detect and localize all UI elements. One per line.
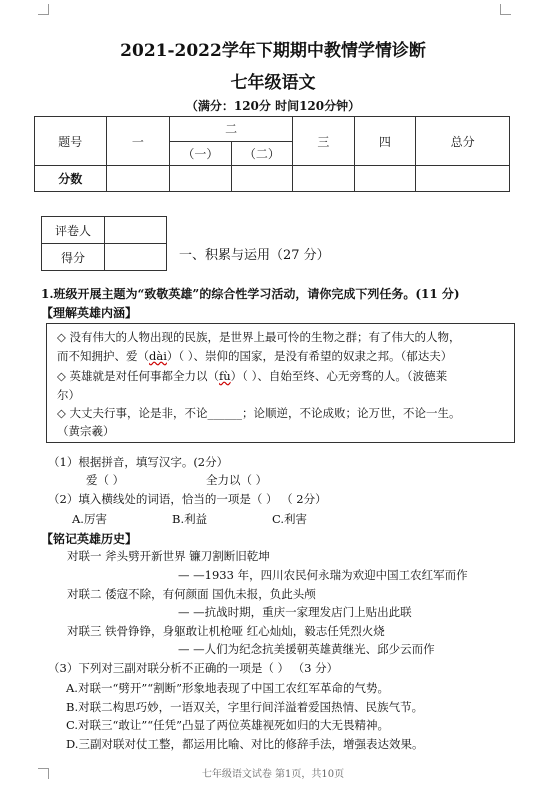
- page-footer: 七年级语文试卷 第1页，共10页: [201, 769, 345, 780]
- reviewer-cell[interactable]: [105, 217, 167, 244]
- score-cell[interactable]: [170, 166, 232, 192]
- option-a[interactable]: A.对联一“劈开”“割断”形象地表现了中国工农红军革命的气势。: [66, 681, 389, 695]
- couplet-1-note: — —1933 年，四川农民何永瑞为欢迎中国工农红军而作: [178, 568, 468, 582]
- quote-text: ）（ ）、崇仰的国家，是没有希望的奴隶之邦。（郁达夫）: [166, 349, 453, 363]
- part-title-history: 【铭记英雄历史】: [41, 532, 138, 546]
- exam-subtitle: 七年级语文: [230, 73, 316, 93]
- answer-blank-fu[interactable]: 全力以（ ）: [206, 473, 268, 487]
- quote-line: ◇ 没有伟大的人物出现的民族，是世界上最可怜的生物之群；有了伟大的人物，: [57, 330, 461, 344]
- header-cell-total: 总分: [416, 117, 510, 166]
- option-b[interactable]: B.利益: [172, 512, 208, 526]
- quote-text: 而不知拥护、爱（: [57, 349, 149, 363]
- header-cell-1: 一: [106, 117, 170, 166]
- answer-blank-ai[interactable]: 爱（ ）: [86, 473, 125, 487]
- sub-question-2: （2）填入横线处的词语，恰当的一项是（ ） （ 2分）: [48, 492, 327, 506]
- couplet-2: 对联二 倭寇不除，有何颜面 国仇未报，负此头颅: [67, 587, 316, 601]
- quote-line: 尔）: [57, 388, 80, 402]
- quote-line: [57, 348, 452, 364]
- sub-question-3: （3）下列对三副对联分析不正确的一项是（ ） （3 分）: [48, 661, 339, 675]
- quote-line: ◇ 大丈夫行事，论是非，不论______；论顺逆，不论成败；论万世，不论一生。: [57, 406, 461, 420]
- crop-mark-top-right: [500, 4, 511, 15]
- couplet-3: 对联三 铁骨铮铮，身躯敢让机枪哑 红心灿灿，毅志任凭烈火烧: [67, 624, 385, 638]
- part-title-understand: 【理解英雄内涵】: [41, 306, 138, 320]
- couplet-1: 对联一 斧头劈开新世界 镰刀割断旧乾坤: [67, 549, 270, 563]
- score-cell[interactable]: [231, 166, 293, 192]
- reviewer-label: 评卷人: [42, 217, 105, 244]
- grader-score-label: 得分: [42, 244, 105, 271]
- exam-info: （满分：120分 时间120分钟）: [185, 99, 361, 113]
- sub-question-1: （1）根据拼音，填写汉字。(2分）: [48, 455, 229, 469]
- quote-line: （黄宗羲）: [57, 424, 115, 438]
- pinyin-fu: fù: [219, 369, 231, 383]
- quote-text: ◇ 英雄就是对任何事都全力以（: [57, 369, 219, 383]
- score-cell[interactable]: [354, 166, 416, 192]
- pinyin-dai: dài: [149, 349, 167, 363]
- exam-title: 2021-2022学年下期期中教情学情诊断: [120, 41, 426, 61]
- header-cell-2: 二: [170, 117, 293, 142]
- grader-table: [41, 216, 167, 271]
- grader-score-cell[interactable]: [105, 244, 167, 271]
- score-label-cell: 分数: [35, 166, 107, 192]
- quote-line: [57, 368, 447, 384]
- option-c[interactable]: C.利害: [272, 512, 308, 526]
- score-table: [34, 116, 510, 192]
- crop-mark-top-left: [38, 4, 49, 15]
- header-cell-4: 四: [354, 117, 416, 166]
- question-stem: 1.班级开展主题为“致敬英雄”的综合性学习活动，请你完成下列任务。(11 分): [41, 287, 460, 301]
- option-c[interactable]: C.对联三“敢让”“任凭”凸显了两位英雄视死如归的大无畏精神。: [66, 718, 390, 732]
- header-cell-2-1: （一）: [170, 141, 232, 166]
- option-a[interactable]: A.厉害: [72, 512, 107, 526]
- option-b[interactable]: B.对联二构思巧妙，一语双关，字里行间洋溢着爱国热情、民族气节。: [66, 700, 424, 714]
- quote-text: ）（ ）、自始至终、心无旁骛的人。（波德莱: [230, 369, 448, 383]
- section-title: 一、积累与运用（27 分）: [179, 248, 330, 263]
- score-cell[interactable]: [106, 166, 170, 192]
- header-cell-3: 三: [293, 117, 355, 166]
- couplet-2-note: — —抗战时期，重庆一家理发店门上贴出此联: [178, 605, 412, 619]
- option-d[interactable]: D.三副对联对仗工整，都运用比喻、对比的修辞手法，增强表达效果。: [66, 737, 424, 751]
- score-cell[interactable]: [416, 166, 510, 192]
- score-cell[interactable]: [293, 166, 355, 192]
- couplet-3-note: — —人们为纪念抗美援朝英雄黄继光、邱少云而作: [178, 642, 435, 656]
- header-cell-number: 题号: [35, 117, 107, 166]
- header-cell-2-2: （二）: [231, 141, 293, 166]
